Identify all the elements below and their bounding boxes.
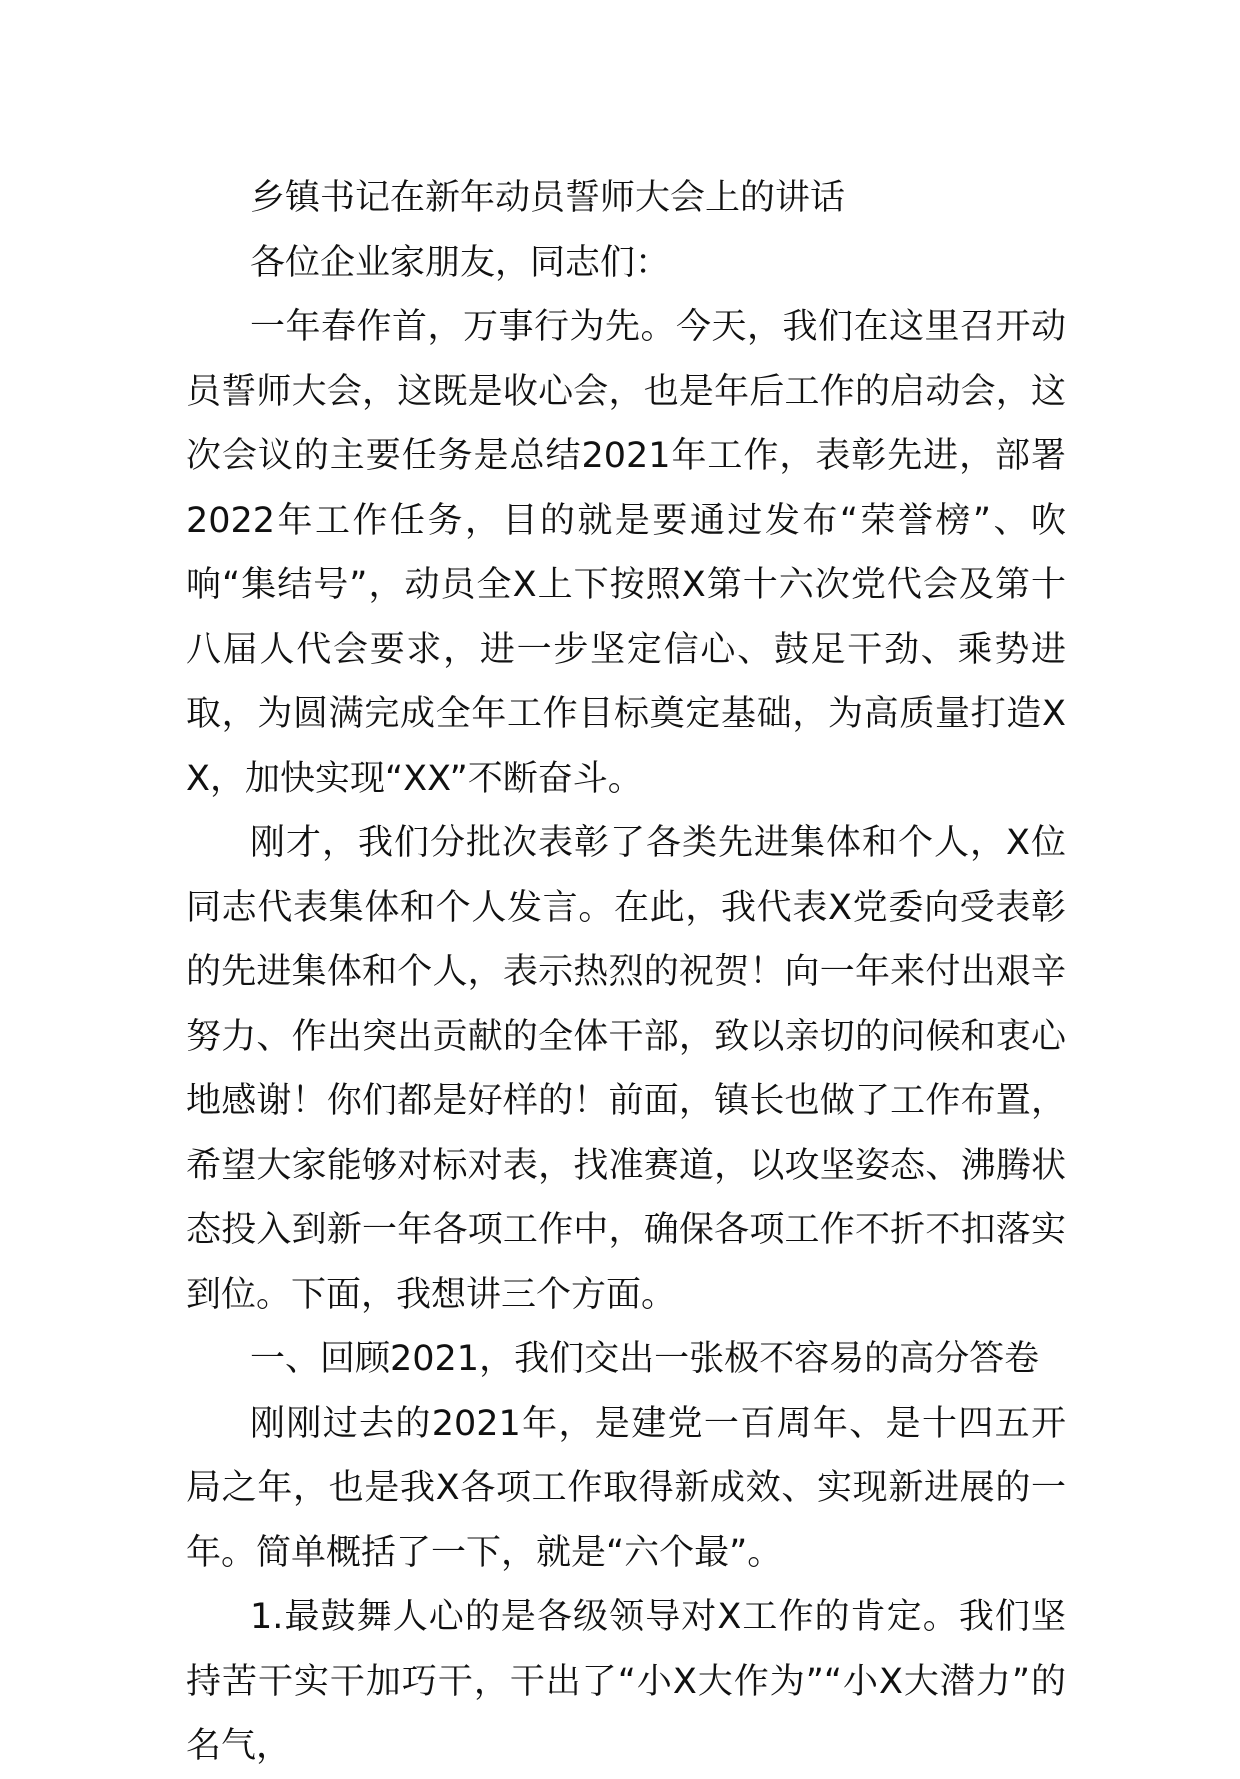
paragraph: 刚才，我们分批次表彰了各类先进集体和个人，X位同志代表集体和个人发言。在此，我代表X党委向受表彰的先进集体和个人，表示热烈的祝贺！向一年来付出艰辛努力、作出突出贡献的全体干部，致以亲切的问候和衷心地感谢！你们都是好样的！前面，镇长也做了工作布置，希望大家能够对标对表，找准赛道，以攻坚姿态、沸腾状态投入到新一年各项工作中，确保各项工作不折不扣落实到位。下面，我想讲三个方面。 [186, 823, 1066, 1315]
paragraph: 一年春作首，万事行为先。今天，我们在这里召开动员誓师大会，这既是收心会，也是年后工作的启动会，这次会议的主要任务是总结2021年工作，表彰先进，部署2022年工作任务，目的就是要通过发布“荣誉榜”、吹响“集结号”，动员全X上下按照X第十六次党代会及第十八届人代会要求，进一步坚定信心、鼓足干劲、乘势进取，为圆满完成全年工作目标奠定基础，为高质量打造XX，加快实现“XX”不断奋斗。 [186, 307, 1066, 799]
salutation: 各位企业家朋友，同志们： [250, 242, 671, 283]
paragraph: 1.最鼓舞人心的是各级领导对X工作的肯定。我们坚持苦干实干加巧干，干出了“小X大作为”“小X大潜力”的名气， [186, 1597, 1066, 1766]
paragraph: 刚刚过去的2021年，是建党一百周年、是十四五开局之年，也是我X各项工作取得新成效、实现新进展的一年。简单概括了一下，就是“六个最”。 [186, 1403, 1066, 1573]
document-body [186, 166, 1066, 1779]
section-heading: 一、回顾2021，我们交出一张极不容易的高分答卷 [250, 1339, 1040, 1379]
document-title: 乡镇书记在新年动员誓师大会上的讲话 [250, 178, 846, 218]
